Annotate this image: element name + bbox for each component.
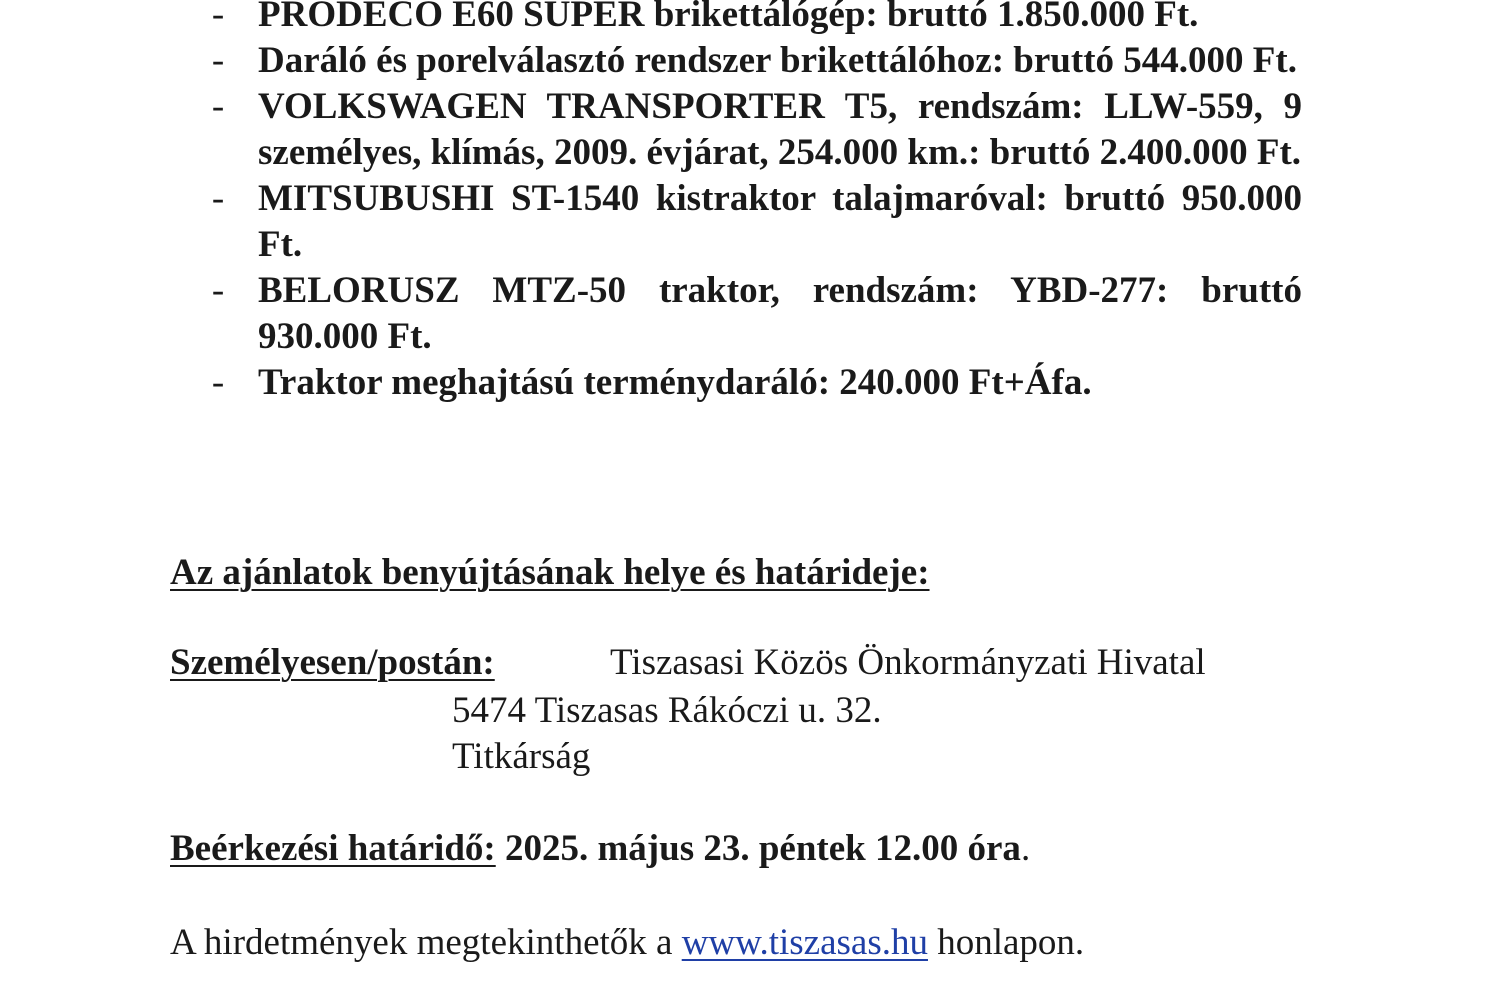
list-item-text: Daráló és porelválasztó rendszer brikettálóhoz: bruttó 544.000 Ft. [258, 40, 1297, 81]
item-list [208, 0, 1302, 406]
list-item [208, 0, 1302, 38]
list-item-text: PRODECO E60 SUPER brikettálógép: bruttó 1.850.000 Ft. [258, 0, 1199, 35]
list-dash: - [211, 178, 225, 219]
list-dash: - [211, 86, 225, 127]
list-dash: - [211, 40, 225, 81]
footer-prefix: A hirdetmények megtekinthetők a [170, 922, 682, 963]
list-item-text: MITSUBUSHI ST-1540 kistraktor talajmaróval: bruttó 950.000 Ft. [258, 178, 1302, 265]
submission-label-row [170, 640, 495, 686]
deadline-row [170, 826, 1030, 872]
address-line-1: Tiszasasi Közös Önkormányzati Hivatal [610, 642, 1206, 683]
submission-heading-text: Az ajánlatok benyújtásának helye és határideje: [170, 552, 930, 593]
website-link[interactable]: www.tiszasas.hu [681, 922, 928, 963]
footer-row [170, 920, 1084, 966]
list-item [208, 176, 1302, 268]
list-item-text: BELORUSZ MTZ-50 traktor, rendszám: YBD-277: bruttó 930.000 Ft. [258, 270, 1302, 357]
address-line-2: 5474 Tiszasas Rákóczi u. 32. [452, 690, 882, 731]
list-item-text: Traktor meghajtású terménydaráló: 240.000 Ft+Áfa. [258, 362, 1092, 403]
list-item [208, 38, 1302, 84]
list-item [208, 360, 1302, 406]
deadline-value: 2025. május 23. péntek 12.00 óra [495, 828, 1021, 869]
list-item-text: VOLKSWAGEN TRANSPORTER T5, rendszám: LLW-559, 9 személyes, klímás, 2009. évjárat, 254.000 km.: bruttó 2.400.000 Ft. [258, 86, 1302, 173]
submission-label: Személyesen/postán: [170, 642, 495, 683]
deadline-period: . [1020, 828, 1031, 869]
list-item [208, 268, 1302, 360]
address-line-3: Titkárság [452, 736, 591, 777]
footer-suffix: honlapon. [927, 922, 1085, 963]
deadline-label: Beérkezési határidő: [170, 828, 496, 869]
list-item [208, 84, 1302, 176]
list-dash: - [211, 270, 225, 311]
submission-heading [170, 550, 930, 596]
list-dash: - [211, 362, 225, 403]
list-dash: - [211, 0, 225, 35]
